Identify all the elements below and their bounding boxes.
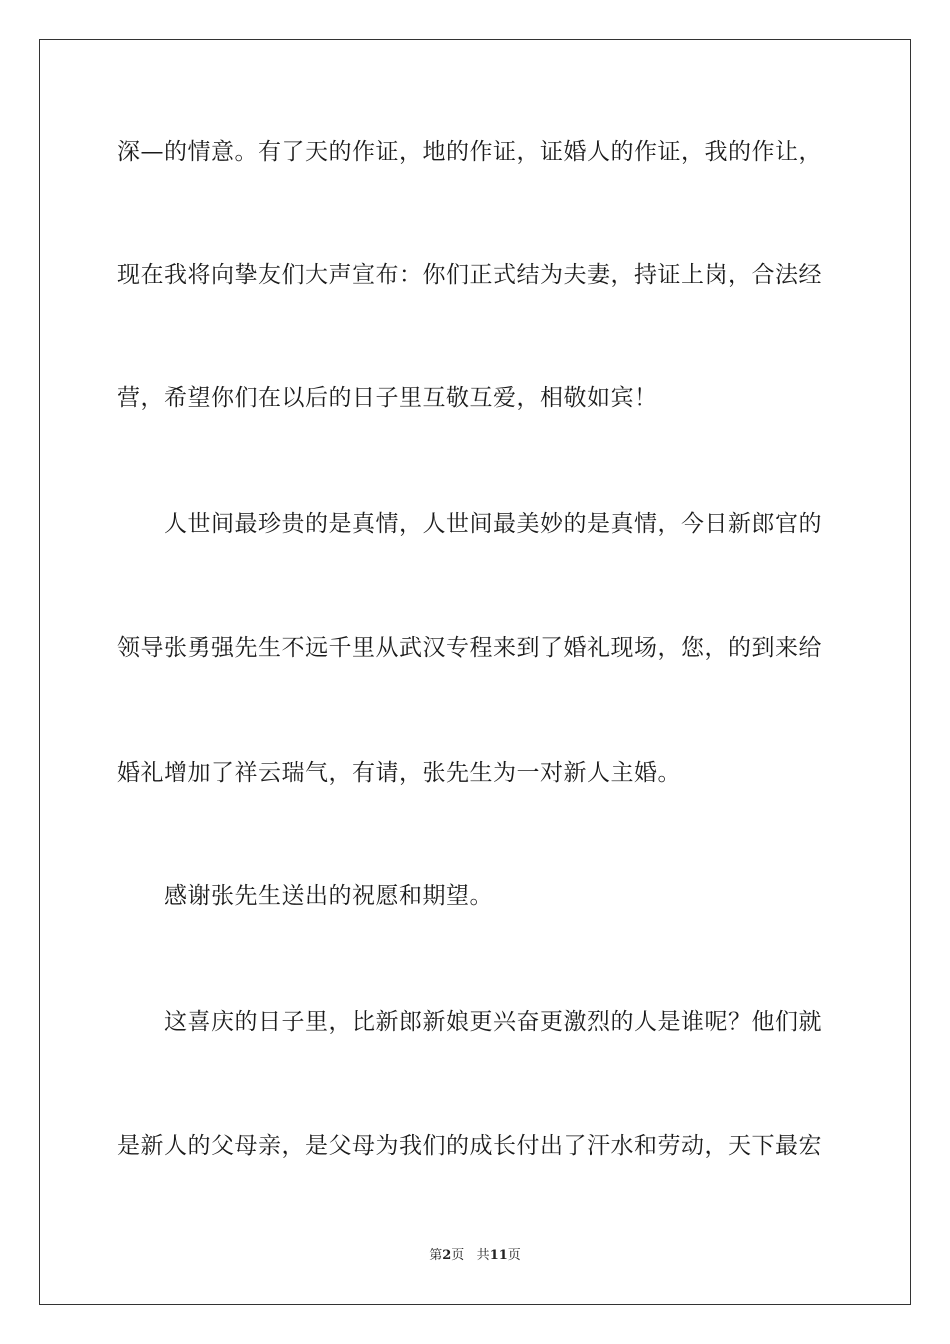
total-suffix: 页 [507,1248,521,1263]
text-line-9: 是新人的父母亲，是父母为我们的成长付出了汗水和劳动，天下最宏 [117,1133,822,1159]
text-line-2: 现在我将向挚友们大声宣布：你们正式结为夫妻，持证上岗，合法经 [117,262,822,288]
page-suffix: 页 [451,1248,465,1263]
text-line-1: 深—的情意。有了天的作证，地的作证，证婚人的作证，我的作让， [117,139,822,165]
total-pages: 11 [489,1248,508,1263]
text-line-5: 领导张勇强先生不远千里从武汉专程来到了婚礼现场，您，的到来给 [117,635,822,661]
text-line-3: 营，希望你们在以后的日子里互敬互爱，相敬如宾！ [117,385,658,411]
text-line-8: 这喜庆的日子里，比新郎新娘更兴奋更激烈的人是谁呢？他们就 [164,1009,822,1035]
text-line-6: 婚礼增加了祥云瑞气，有请，张先生为一对新人主婚。 [117,760,681,786]
total-prefix: 共 [476,1248,490,1263]
page-number: 2 [442,1248,452,1263]
page-footer [0,1248,950,1264]
text-line-4: 人世间最珍贵的是真情，人世间最美妙的是真情，今日新郎官的 [164,511,822,537]
page-border [39,39,911,1305]
text-line-7: 感谢张先生送出的祝愿和期望。 [164,883,493,909]
page-prefix: 第 [429,1248,443,1263]
